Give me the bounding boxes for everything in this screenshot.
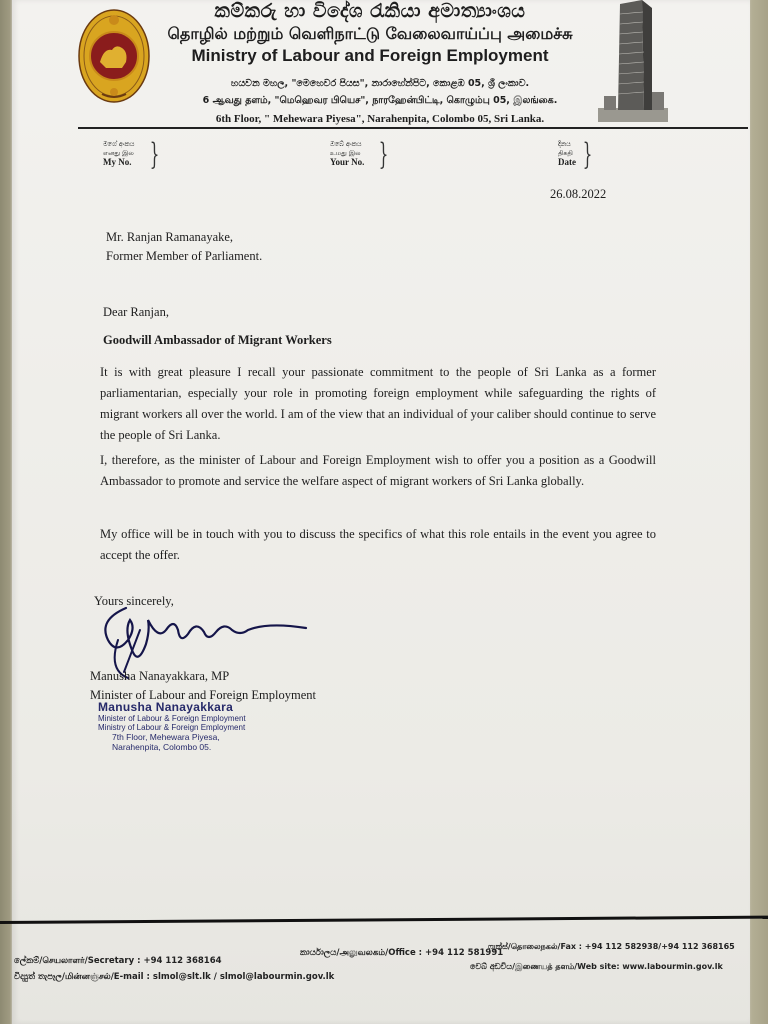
my-number-label-sinhala: මගේ අංකය: [103, 140, 135, 148]
my-number-label-english: My No.: [103, 157, 132, 167]
my-number-label-tamil: எனது இல: [103, 149, 134, 157]
date-label-sinhala: දිනය: [558, 140, 571, 148]
date-label-tamil: திகதி: [558, 149, 573, 157]
footer-secretary: ලේකම්/செயலாளர்/Secretary : +94 112 368164: [14, 956, 222, 966]
address-sinhala: හයවන මහල, "මෙහෙවර පියස", නාරාහේන්පිට, කොළඹ 05, ශ්‍රී ලංකාව.: [230, 78, 530, 89]
header-divider: [78, 127, 748, 129]
letter-subject: Goodwill Ambassador of Migrant Workers: [103, 333, 332, 347]
brace-icon: }: [149, 137, 160, 172]
stamp-address-1: 7th Floor, Mehewara Piyesa,: [112, 732, 220, 742]
date-label-english: Date: [558, 157, 576, 167]
recipient-title: Former Member of Parliament.: [106, 249, 263, 263]
stamp-name: Manusha Nanayakkara: [98, 700, 234, 714]
paragraph-1: It is with great pleasure I recall your passionate commitment to the people of Sri Lanka as a former parliamentarian, especially your role in promoting foreign employment while safeguarding the rights of migrant workers all over the world. I am of the view that an individual of your caliber should continue to serve the people of Sri Lanka.: [100, 365, 656, 442]
brace-icon: }: [582, 137, 593, 172]
salutation: Dear Ranjan,: [103, 305, 169, 319]
signatory-name: Manusha Nanayakkara, MP: [90, 669, 230, 683]
recipient-block: [106, 228, 262, 266]
closing: Yours sincerely,: [94, 594, 174, 608]
ministry-name-tamil: தொழில் மற்றும் வெளிநாட்டு வேலைவாய்ப்பு அமைச்சு: [167, 24, 573, 43]
your-number-label-tamil: உமது இல: [330, 149, 361, 157]
building-icon: [598, 0, 668, 122]
my-number-field: [103, 140, 134, 167]
paragraph-2: I, therefore, as the minister of Labour and Foreign Employment wish to offer you a position as a Goodwill Ambassador to promote and service the welfare aspect of migrant workers of Sri Lanka globally.: [100, 453, 656, 488]
official-stamp: [98, 700, 278, 752]
recipient-name: Mr. Ranjan Ramanayake,: [106, 230, 234, 244]
ministry-name-sinhala: කම්කරු හා විදේශ රැකියා අමාත්‍යාංශය: [214, 0, 526, 22]
brace-icon: }: [378, 137, 389, 172]
stamp-address-2: Narahenpita, Colombo 05.: [112, 742, 212, 752]
your-number-label-english: Your No.: [330, 157, 365, 167]
footer-website: වෙබ් අඩවිය/இணையத் தளம்/Web site: www.labourmin.gov.lk: [470, 962, 723, 971]
footer-office: කාර්යාලය/அலுவலகம்/Office : +94 112 581991: [300, 948, 504, 958]
your-number-label-sinhala: ඔබේ අංකය: [330, 140, 362, 148]
stamp-line-1: Minister of Labour & Foreign Employment: [98, 714, 246, 723]
footer-email: විද්‍යුත් තැපෑල/மின்னஞ்சல்/E-mail : slmol@slt.lk / slmol@labourmin.gov.lk: [14, 972, 335, 982]
address-english: 6th Floor, " Mehewara Piyesa", Narahenpita, Colombo 05, Sri Lanka.: [215, 113, 545, 125]
letter-date: 26.08.2022: [550, 187, 607, 201]
paragraph-3: My office will be in touch with you to discuss the specifics of what this role entails in the event you agree to accept the offer.: [100, 527, 656, 562]
your-number-field: [330, 140, 364, 167]
date-field: [558, 140, 576, 167]
address-tamil: 6 ஆவது தளம், "மெஹெவர பியெச", நாரஹேன்பிட்டி, கொழும்பு 05, இலங்கை.: [202, 95, 558, 106]
signatory-title: Minister of Labour and Foreign Employment: [90, 688, 317, 702]
stamp-line-2: Ministry of Labour & Foreign Employment: [98, 723, 246, 732]
footer-fax: ෆැක්ස්/தொலைநகல்/Fax : +94 112 582938/+94 112 368165: [488, 942, 735, 951]
ministry-name-english: Ministry of Labour and Foreign Employment: [191, 46, 549, 65]
